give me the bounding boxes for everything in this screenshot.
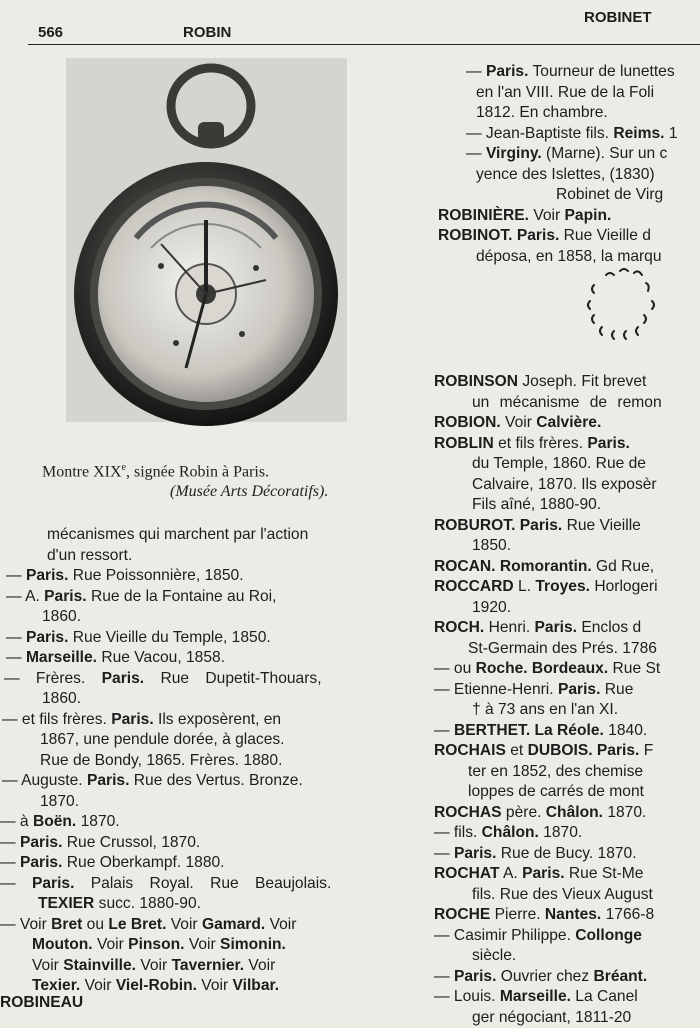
- entry-line: — Casimir Philippe. Collonge: [434, 926, 662, 947]
- entry-line: — Voir Bret ou Le Bret. Voir Gamard. Voir: [0, 915, 331, 936]
- entry-line: ROBINSON Joseph. Fit brevet: [434, 372, 662, 393]
- right-column-bottom: [434, 372, 662, 1028]
- entry-line: — Paris. Rue Crussol, 1870.: [0, 833, 331, 854]
- text-line: un mécanisme de remon: [434, 393, 662, 414]
- text-line: en l'an VIII. Rue de la Foli: [438, 83, 678, 104]
- text-line: 1860.: [0, 689, 331, 710]
- text-line: Fils aîné, 1880-90.: [434, 495, 662, 516]
- entry-line: ROBION. Voir Calvière.: [434, 413, 662, 434]
- entry-line: TEXIER succ. 1880-90.: [0, 894, 331, 915]
- text-line: 1867, une pendule dorée, à glaces.: [0, 730, 331, 751]
- entry-line: — Virginy. (Marne). Sur un c: [438, 144, 678, 165]
- caption-line1-suffix: , signée Robin à Paris.: [126, 463, 269, 480]
- entry-line: — à Boën. 1870.: [0, 812, 331, 833]
- text-line: Calvaire, 1870. Ils exposèr: [434, 475, 662, 496]
- right-column-top: [438, 62, 678, 267]
- entry-line: — Marseille. Rue Vacou, 1858.: [0, 648, 331, 669]
- text-line: Rue de Bondy, 1865. Frères. 1880.: [0, 751, 331, 772]
- text-line: yence des Islettes, (1830): [438, 165, 678, 186]
- entry-line: Voir Stainville. Voir Tavernier. Voir: [0, 956, 331, 977]
- entry-line: ROBINIÈRE. Voir Papin.: [438, 206, 678, 227]
- entry-line: ROCHE Pierre. Nantes. 1766-8: [434, 905, 662, 926]
- entry-line: — Paris. Rue de Bucy. 1870.: [434, 844, 662, 865]
- entry-line: — Paris. Palais Royal. Rue Beaujolais.: [0, 874, 331, 895]
- text-line: mécanismes qui marchent par l'action: [0, 525, 331, 546]
- entry-line: ROBINEAU: [0, 993, 331, 1014]
- entry-line: — Paris. Tourneur de lunettes: [438, 62, 678, 83]
- text-line: ter en 1852, des chemise: [434, 762, 662, 783]
- text-line: loppes de carrés de mont: [434, 782, 662, 803]
- entry-line: — Paris. Rue Oberkampf. 1880.: [0, 853, 331, 874]
- text-line: déposa, en 1858, la marqu: [438, 247, 678, 268]
- entry-line: — Paris. Rue Vieille du Temple, 1850.: [0, 628, 331, 649]
- running-head-left: ROBIN: [183, 24, 231, 41]
- entry-line: ROCH. Henri. Paris. Enclos d: [434, 618, 662, 639]
- entry-line: — A. Paris. Rue de la Fontaine au Roi,: [0, 587, 331, 608]
- text-line: fils. Rue des Vieux August: [434, 885, 662, 906]
- entry-line: — Jean-Baptiste fils. Reims. 1: [438, 124, 678, 145]
- page-number: 566: [38, 24, 63, 41]
- entry-line: ROCHAIS et DUBOIS. Paris. F: [434, 741, 662, 762]
- text-line: ger négociant, 1811-20: [434, 1008, 662, 1028]
- entry-line: Texier. Voir Viel-Robin. Voir Vilbar.: [0, 976, 331, 997]
- entry-line: — Frères. Paris. Rue Dupetit-Thouars,: [0, 669, 331, 690]
- watch-photo: [66, 58, 347, 422]
- caption-line1-prefix: Montre XIX: [42, 463, 122, 480]
- entry-line: — ou Roche. Bordeaux. Rue St: [434, 659, 662, 680]
- entry-line: — Etienne-Henri. Paris. Rue: [434, 680, 662, 701]
- entry-line: ROCHAS père. Châlon. 1870.: [434, 803, 662, 824]
- entry-line: — Auguste. Paris. Rue des Vertus. Bronze.: [0, 771, 331, 792]
- text-line: 1860.: [0, 607, 331, 628]
- entry-line: ROBLIN et fils frères. Paris.: [434, 434, 662, 455]
- left-column: [0, 525, 331, 1013]
- entry-line: — Louis. Marseille. La Canel: [434, 987, 662, 1008]
- text-line: 1870.: [0, 792, 331, 813]
- text-line: Robinet de Virg: [438, 185, 678, 206]
- entry-line: — Paris. Ouvrier chez Bréant.: [434, 967, 662, 988]
- entry-line: ROBINOT. Paris. Rue Vieille d: [438, 226, 678, 247]
- entry-line: — fils. Châlon. 1870.: [434, 823, 662, 844]
- text-line: d'un ressort.: [0, 546, 331, 567]
- caption-line2: (Musée Arts Décoratifs).: [42, 482, 382, 502]
- text-line: 1812. En chambre.: [438, 103, 678, 124]
- text-line: 1920.: [434, 598, 662, 619]
- header-rule: [28, 44, 700, 45]
- entry-line: ROCAN. Romorantin. Gd Rue,: [434, 557, 662, 578]
- text-line: siècle.: [434, 946, 662, 967]
- entry-line: Mouton. Voir Pinson. Voir Simonin.: [0, 935, 331, 956]
- text-line: St-Germain des Prés. 1786: [434, 639, 662, 660]
- text-line: du Temple, 1860. Rue de: [434, 454, 662, 475]
- entry-line: ROCHAT A. Paris. Rue St-Me: [434, 864, 662, 885]
- entry-line: — BERTHET. La Réole. 1840.: [434, 721, 662, 742]
- text-line: † à 73 ans en l'an XI.: [434, 700, 662, 721]
- entry-line: — et fils frères. Paris. Ils exposèrent, en: [0, 710, 331, 731]
- entry-line: ROBUROT. Paris. Rue Vieille: [434, 516, 662, 537]
- entry-line: — Paris. Rue Poissonnière, 1850.: [0, 566, 331, 587]
- caption-superscript: e: [122, 462, 126, 473]
- figure-caption: [42, 458, 382, 502]
- running-head-right: ROBINET: [584, 9, 652, 26]
- text-line: 1850.: [434, 536, 662, 557]
- entry-line: ROCCARD L. Troyes. Horlogeri: [434, 577, 662, 598]
- maker-mark-image: [582, 265, 662, 345]
